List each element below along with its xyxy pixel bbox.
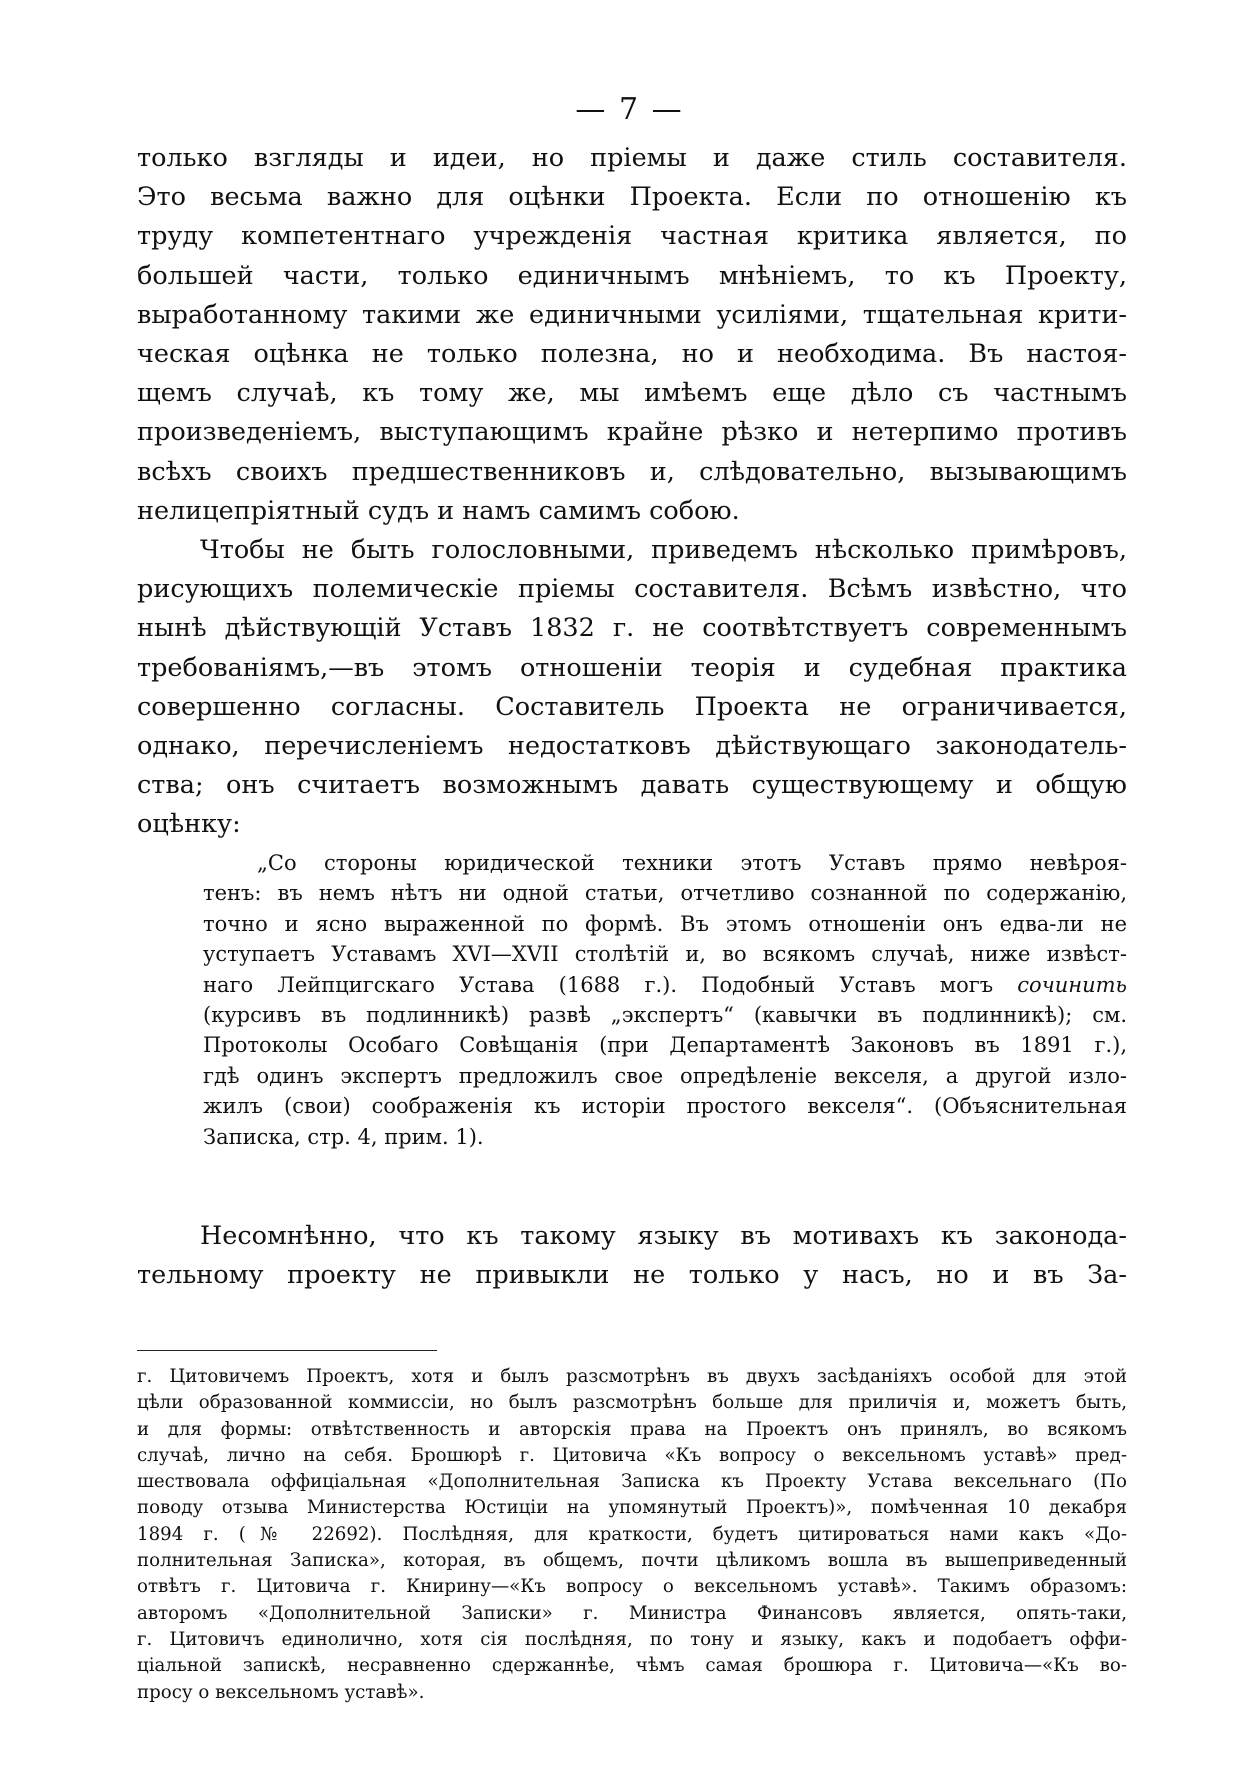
quote-line: уступаетъ Уставамъ XVI—XVII столѣтій и, во всякомъ случаѣ, ниже извѣст- [203,942,1127,967]
page-number: — 7 — [575,92,684,127]
text-line: Это весьма важно для оцѣнки Проекта. Если по отношенію къ [137,182,1127,213]
quote-line: Записка, стр. 4, прим. 1). [203,1124,484,1149]
text-line: рисующихъ полемическіе пріемы составителя. Всѣмъ извѣстно, что [137,574,1127,605]
footnote-line: 1894 г. (№ 22692). Послѣдняя, для краткости, будетъ цитироваться нами какъ «До- [137,1523,1127,1545]
footnote-line: и для формы: отвѣтственность и авторскія права на Проектъ онъ принялъ, во всякомъ [137,1418,1127,1440]
quote-line: „Со стороны юридической техники этотъ Уставъ прямо невѣроя- [257,851,1127,875]
text-line: ства; онъ считаетъ возможнымъ давать существующему и общую [137,770,1127,801]
footnote-line: г. Цитовичемъ Проектъ, хотя и былъ разсмотрѣнъ въ двухъ засѣданіяхъ особой для этой [137,1366,1127,1387]
footnote-line: авторомъ «Дополнительной Записки» г. Министра Финансовъ является, опять-таки, [137,1602,1127,1624]
text-line: ческая оцѣнка не только полезна, но и необходима. Въ настоя- [137,339,1127,370]
quote-line: Протоколы Особаго Совѣщанія (при Департаментѣ Законовъ въ 1891 г.), [203,1033,1127,1058]
text-line: однако, перечисленіемъ недостатковъ дѣйствующаго законодатель- [137,731,1127,762]
paragraph-3 [137,1217,1127,1295]
quote-line: жилъ (свои) соображенія къ исторіи простого векселя“. (Объяснительная [203,1094,1127,1119]
paragraph-1 [137,139,1127,531]
text-line: нелицепріятный судъ и намъ самимъ собою. [137,495,740,526]
text-line: всѣхъ своихъ предшественниковъ и, слѣдовательно, вызывающимъ [137,456,1127,487]
footnote-line: цѣли образованной коммиссіи, но былъ разсмотрѣнъ больше для приличія и, можетъ быть, [137,1392,1127,1414]
footnote [137,1364,1127,1706]
footnote-line: отвѣтъ г. Цитовича г. Книрину—«Къ вопросу о вексельномъ уставѣ». Такимъ образомъ: [137,1576,1127,1598]
text-line: большей части, только единичнымъ мнѣніемъ, то къ Проекту, [137,260,1127,291]
text-line: щемъ случаѣ, къ тому же, мы имѣемъ еще дѣло съ частнымъ [137,378,1127,409]
text-line: Чтобы не быть голословными, приведемъ нѣсколько примѣровъ, [200,535,1127,565]
quote-line: (курсивъ въ подлинникѣ) развѣ „экспертъ“ (кавычки въ подлинникѣ); см. [203,1003,1127,1028]
text-line: тельному проекту не привыкли не только у насъ, но и въ За- [137,1260,1127,1291]
paragraph-2 [137,531,1127,845]
text-line: требованіямъ,—въ этомъ отношеніи теорія и судебная практика [137,652,1127,683]
quote-line [203,970,1127,1000]
footnote-line: просу о вексельномъ уставѣ». [137,1681,425,1703]
block-quote [203,848,1127,1152]
quote-line: точно и ясно выраженной по формѣ. Въ этомъ отношеніи онъ едва-ли не [203,911,1127,936]
footnote-divider [137,1350,437,1351]
text-line: произведеніемъ, выступающимъ крайне рѣзко и нетерпимо противъ [137,417,1127,448]
quote-text: наго Лейпцигскаго Устава (1688 г.). Подобный Уставъ могъ [203,972,994,997]
text-line: Несомнѣнно, что къ такому языку въ мотивахъ къ законода- [200,1221,1127,1251]
quote-line: гдѣ одинъ экспертъ предложилъ свое опредѣленіе векселя, а другой изло- [203,1063,1127,1088]
footnote-line: полнительная Записка», которая, въ общемъ, почти цѣликомъ вошла въ вышеприведенный [137,1550,1127,1572]
text-line: совершенно согласны. Составитель Проекта не ограничивается, [137,691,1127,722]
text-line: нынѣ дѣйствующій Уставъ 1832 г. не соотвѣтствуетъ современнымъ [137,613,1127,644]
quote-line: тенъ: въ немъ нѣтъ ни одной статьи, отчетливо сознанной по содержанію, [203,881,1127,906]
italic-word: сочинить [1017,972,1127,997]
text-line: выработанному такими же единичными усиліями, тщательная крити- [137,299,1127,330]
text-line: оцѣнку: [137,809,241,840]
footnote-line: ціальной запискѣ, несравненно сдержаннѣе, чѣмъ самая брошюра г. Цитовича—«Къ во- [137,1655,1127,1677]
footnote-line: случаѣ, лично на себя. Брошюрѣ г. Цитовича «Къ вопросу о вексельномъ уставѣ» пред- [137,1444,1127,1466]
text-line: только взгляды и идеи, но пріемы и даже стиль составителя. [137,143,1127,173]
text-line: труду компетентнаго учрежденія частная критика является, по [137,221,1127,252]
footnote-line: шествовала оффиціальная «Дополнительная Записка къ Проекту Устава вексельнаго (По [137,1471,1127,1493]
footnote-line: г. Цитовичъ единолично, хотя сія послѣдняя, по тону и языку, какъ и подобаетъ оффи- [137,1628,1127,1650]
footnote-line: поводу отзыва Министерства Юстиціи на упомянутый Проектъ)», помѣченная 10 декабря [137,1497,1127,1519]
